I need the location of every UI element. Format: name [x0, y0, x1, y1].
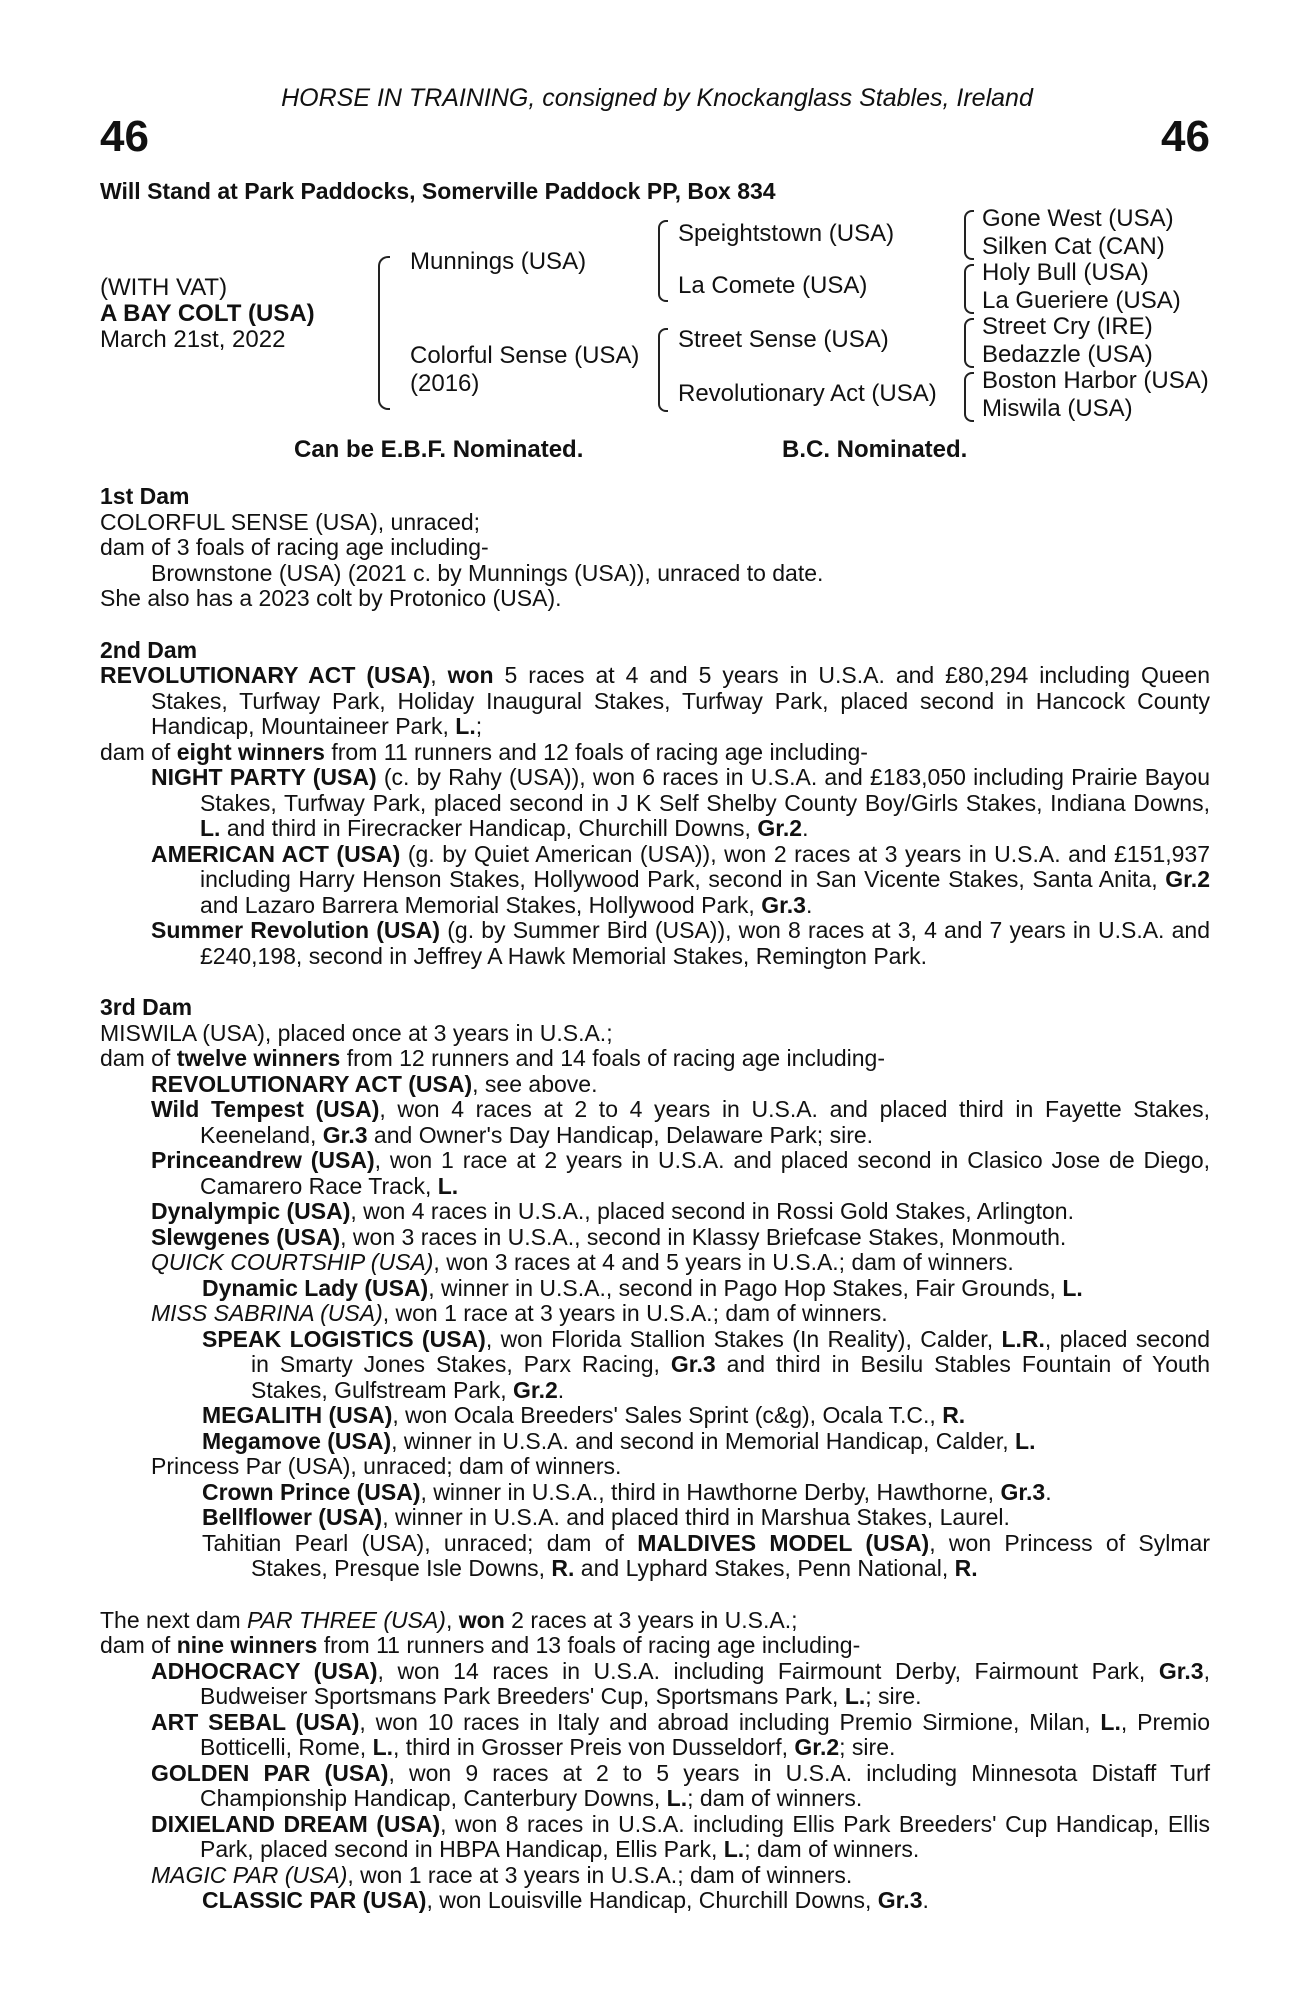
produce-revolutionary-act: REVOLUTIONARY ACT (USA), see above. [151, 1070, 598, 1097]
pedigree-bracket-main [378, 256, 390, 410]
produce-crown-prince: Crown Prince (USA), winner in U.S.A., third in Hawthorne Derby, Hawthorne, Gr.3. [202, 1478, 1052, 1505]
pedigree-bracket-g2 [964, 264, 974, 314]
pedigree-sire-sire: Speightstown (USA) [678, 220, 895, 247]
catalogue-header: HORSE IN TRAINING, consigned by Knockanglass Stables, Ireland [281, 84, 1033, 112]
pedigree-g7: Boston Harbor (USA) [982, 367, 1209, 394]
pedigree-dam-year: (2016) [410, 370, 480, 397]
second-dam-section [100, 638, 1210, 970]
produce-princess-par: Princess Par (USA), unraced; dam of winners. [151, 1453, 622, 1479]
pedigree-bracket-g3 [964, 318, 974, 368]
produce-golden-par: GOLDEN PAR (USA), won 9 races at 2 to 5 years in U.S.A. including Minnesota Distaff Turf Championship Handicap, Canterbury Downs, L.; dam of winners. [151, 1759, 1211, 1811]
pedigree-bracket-g1 [964, 210, 974, 260]
produce-tahitian-pearl: Tahitian Pearl (USA), unraced; dam of MALDIVES MODEL (USA), won Princess of Sylmar Stakes, Presque Isle Downs, R. and Lyphard Stakes, Penn National, R. [202, 1529, 1210, 1581]
produce-american-act: AMERICAN ACT (USA) (g. by Quiet American (USA)), won 2 races at 3 years in U.S.A. and £151,937 including Harry Henson Stakes, Hollywood Park, second in San Vicente Stakes, Santa Anita, Gr.2 and Lazaro Barrera Memorial Stakes, Hollywood Park, Gr.3. [151, 840, 1210, 918]
stand-location: Will Stand at Park Paddocks, Somerville Paddock PP, Box 834 [100, 178, 776, 204]
produce-bellflower: Bellflower (USA), winner in U.S.A. and placed third in Marshua Stakes, Laurel. [202, 1504, 1010, 1530]
pedigree-g5: Street Cry (IRE) [982, 313, 1153, 340]
pedigree-sire: Munnings (USA) [410, 248, 587, 275]
horse-name: A BAY COLT (USA) [100, 300, 315, 327]
produce-slewgenes: Slewgenes (USA), won 3 races in U.S.A., second in Klassy Briefcase Stakes, Monmouth. [151, 1223, 1067, 1250]
pedigree-bracket-g4 [964, 372, 974, 422]
pedigree-g2: Silken Cat (CAN) [982, 233, 1165, 260]
first-dam-foal: Brownstone (USA) (2021 c. by Munnings (USA)), unraced to date. [151, 559, 824, 586]
produce-magic-par: MAGIC PAR (USA), won 1 race at 3 years in U.S.A.; dam of winners. [151, 1861, 853, 1888]
lot-number-right: 46 [1161, 112, 1210, 161]
lot-number-left: 46 [100, 112, 149, 161]
next-dam-line: The next dam PAR THREE (USA), won 2 races at 3 years in U.S.A.; [100, 1606, 798, 1633]
pedigree-bracket-dam [658, 328, 668, 412]
produce-megalith: MEGALITH (USA), won Ocala Breeders' Sales Sprint (c&g), Ocala T.C., R. [202, 1402, 966, 1428]
pedigree-g3: Holy Bull (USA) [982, 259, 1149, 286]
produce-classic-par: CLASSIC PAR (USA), won Louisville Handicap, Churchill Downs, Gr.3. [202, 1887, 929, 1913]
catalogue-page-body [100, 484, 1210, 1914]
produce-adhocracy: ADHOCRACY (USA), won 14 races in U.S.A. including Fairmount Derby, Fairmount Park, Gr.3, Budweiser Sportsmans Park Breeders' Cup, Sportsmans Park, L.; sire. [151, 1657, 1210, 1709]
bc-nomination: B.C. Nominated. [782, 436, 968, 463]
second-dam-entry: REVOLUTIONARY ACT (USA), won 5 races at 4 and 5 years in U.S.A. and £80,294 including Queen Stakes, Turfway Park, Holiday Inaugural Stakes, Turfway Park, placed second in Hancock County Handicap, Mountaineer Park, L.; [100, 662, 1211, 739]
second-dam-heading: 2nd Dam [100, 636, 198, 663]
produce-dynamic-lady: Dynamic Lady (USA), winner in U.S.A., second in Pago Hop Stakes, Fair Grounds, L. [202, 1274, 1083, 1301]
produce-wild-tempest: Wild Tempest (USA), won 4 races at 2 to 4 years in U.S.A. and placed third in Fayette Stakes, Keeneland, Gr.3 and Owner's Day Handicap, Delaware Park; sire. [151, 1096, 1210, 1148]
produce-art-sebal: ART SEBAL (USA), won 10 races in Italy and abroad including Premio Sirmione, Milan, L., Premio Botticelli, Rome, L., third in Grosser Preis von Dusseldorf, Gr.2; sire. [151, 1708, 1210, 1760]
ebf-nomination: Can be E.B.F. Nominated. [294, 436, 584, 463]
first-dam-line: COLORFUL SENSE (USA), unraced; [100, 508, 481, 535]
produce-princeandrew: Princeandrew (USA), won 1 race at 2 years in U.S.A. and placed second in Clasico Jose de Diego, Camarero Race Track, L. [151, 1147, 1211, 1199]
pedigree-g8: Miswila (USA) [982, 395, 1133, 422]
pedigree-bracket-sire [658, 220, 668, 302]
next-dam-section [100, 1608, 1210, 1914]
first-dam-note: She also has a 2023 colt by Protonico (USA). [100, 585, 562, 611]
produce-quick-courtship: QUICK COURTSHIP (USA), won 3 races at 4 and 5 years in U.S.A.; dam of winners. [151, 1249, 1014, 1275]
first-dam-produce: dam of 3 foals of racing age including- [100, 534, 489, 560]
produce-megamove: Megamove (USA), winner in U.S.A. and second in Memorial Handicap, Calder, L. [202, 1427, 1036, 1454]
pedigree-dam: Colorful Sense (USA) [410, 342, 640, 369]
third-dam-heading: 3rd Dam [100, 994, 193, 1020]
first-dam-heading: 1st Dam [100, 483, 190, 509]
next-dam-produce: dam of nine winners from 11 runners and 13 foals of racing age including- [100, 1632, 861, 1658]
produce-summer-revolution: Summer Revolution (USA) (g. by Summer Bird (USA)), won 8 races at 3, 4 and 7 years in U.S.A. and £240,198, second in Jeffrey A Hawk Memorial Stakes, Remington Park. [151, 917, 1210, 969]
vat-label: (WITH VAT) [100, 274, 228, 301]
third-dam-section [100, 995, 1210, 1582]
produce-speak-logistics: SPEAK LOGISTICS (USA), won Florida Stallion Stakes (In Reality), Calder, L.R., placed second in Smarty Jones Stakes, Parx Racing, Gr.3 and third in Besilu Stables Fountain of Youth Stakes, Gulfstream Park, Gr.2. [202, 1325, 1211, 1403]
second-dam-produce: dam of eight winners from 11 runners and 12 foals of racing age including- [100, 738, 868, 765]
produce-dynalympic: Dynalympic (USA), won 4 races in U.S.A., placed second in Rossi Gold Stakes, Arlington. [151, 1198, 1074, 1224]
pedigree-dam-sire: Street Sense (USA) [678, 326, 889, 353]
produce-night-party: NIGHT PARTY (USA) (c. by Rahy (USA)), won 6 races in U.S.A. and £183,050 including Prairie Bayou Stakes, Turfway Park, placed second in J K Self Shelby County Boy/Girls Stakes, Indiana Downs, L. and third in Firecracker Handicap, Churchill Downs, Gr.2. [151, 764, 1210, 841]
pedigree-dam-dam: Revolutionary Act (USA) [678, 380, 937, 407]
third-dam-produce: dam of twelve winners from 12 runners and 14 foals of racing age including- [100, 1045, 885, 1071]
produce-miss-sabrina: MISS SABRINA (USA), won 1 race at 3 years in U.S.A.; dam of winners. [151, 1300, 888, 1326]
produce-dixieland-dream: DIXIELAND DREAM (USA), won 8 races in U.S.A. including Ellis Park Breeders' Cup Handicap, Ellis Park, placed second in HBPA Handicap, Ellis Park, L.; dam of winners. [151, 1810, 1210, 1862]
foaling-date: March 21st, 2022 [100, 326, 286, 353]
pedigree-g4: La Gueriere (USA) [982, 287, 1181, 314]
pedigree-g1: Gone West (USA) [982, 205, 1174, 232]
pedigree-g6: Bedazzle (USA) [982, 341, 1153, 368]
third-dam-line: MISWILA (USA), placed once at 3 years in U.S.A.; [100, 1019, 613, 1046]
pedigree-sire-dam: La Comete (USA) [678, 272, 868, 299]
first-dam-section [100, 484, 1210, 612]
